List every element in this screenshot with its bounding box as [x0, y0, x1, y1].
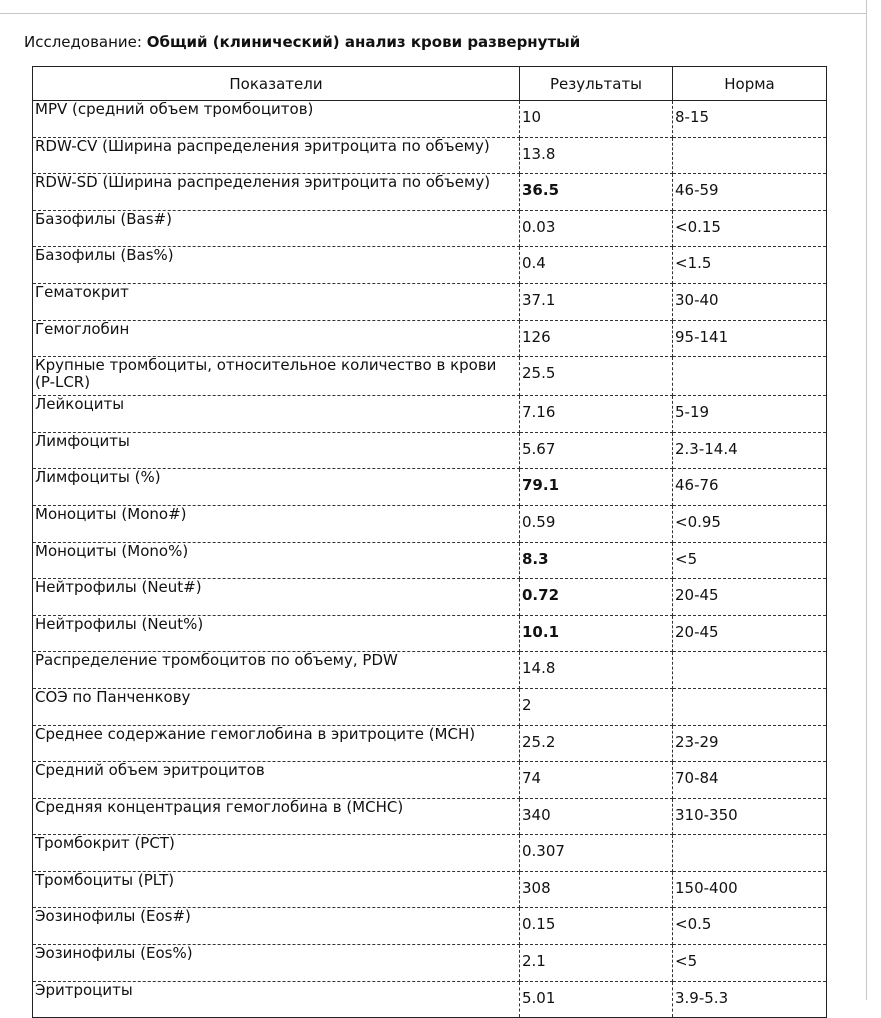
norm-cell: 150-400 [673, 871, 827, 908]
norm-cell: 95-141 [673, 320, 827, 357]
results-body [33, 101, 827, 1018]
norm-cell: 20-45 [673, 615, 827, 652]
header-result: Результаты [520, 67, 673, 101]
indicator-cell: Нейтрофилы (Neut#) [33, 579, 520, 616]
norm-cell [673, 835, 827, 872]
result-cell: 8.3 [520, 542, 673, 579]
table-row [33, 981, 827, 1018]
table-row [33, 357, 827, 396]
result-cell: 2 [520, 688, 673, 725]
result-cell: 340 [520, 798, 673, 835]
table-row [33, 396, 827, 433]
indicator-cell: Моноциты (Mono#) [33, 505, 520, 542]
result-cell: 7.16 [520, 396, 673, 433]
norm-cell: <0.15 [673, 210, 827, 247]
indicator-cell: Крупные тромбоциты, относительное количество в крови (P-LCR) [33, 357, 520, 396]
indicator-cell: Средний объем эритроцитов [33, 762, 520, 799]
indicator-cell: Тромбоциты (PLT) [33, 871, 520, 908]
norm-cell: 23-29 [673, 725, 827, 762]
norm-cell [673, 357, 827, 396]
table-row [33, 247, 827, 284]
result-cell: 0.59 [520, 505, 673, 542]
indicator-cell: Нейтрофилы (Neut%) [33, 615, 520, 652]
norm-cell: 46-59 [673, 174, 827, 211]
norm-cell: 3.9-5.3 [675, 988, 729, 1007]
table-header-row [33, 67, 827, 101]
table-row [33, 615, 827, 652]
norm-cell: 8-15 [673, 101, 827, 138]
norm-cell: <5 [673, 945, 827, 982]
table-row [33, 908, 827, 945]
norm-cell: <0.95 [673, 505, 827, 542]
table-row [33, 579, 827, 616]
table-row [33, 101, 827, 138]
norm-cell [673, 137, 827, 174]
result-cell: 0.307 [520, 835, 673, 872]
indicator-cell: Распределение тромбоцитов по объему, PDW [33, 652, 520, 689]
table-row [33, 210, 827, 247]
table-row [33, 798, 827, 835]
result-cell: 0.15 [520, 908, 673, 945]
table-row [33, 505, 827, 542]
study-label: Исследование: [24, 33, 142, 51]
norm-cell: 30-40 [673, 283, 827, 320]
indicator-cell: Базофилы (Bas#) [33, 210, 520, 247]
norm-cell: <5 [673, 542, 827, 579]
header-norm: Норма [673, 67, 827, 101]
table-row [33, 945, 827, 982]
indicator-cell: СОЭ по Панченкову [33, 688, 520, 725]
indicator-cell: Эозинофилы (Eos%) [33, 945, 520, 982]
indicator-cell: RDW-SD (Ширина распределения эритроцита по объему) [33, 174, 520, 211]
indicator-cell: Базофилы (Bas%) [33, 247, 520, 284]
result-cell: 2.1 [520, 945, 673, 982]
result-cell: 126 [520, 320, 673, 357]
table-row [33, 174, 827, 211]
study-name: Общий (клинический) анализ крови развернутый [146, 33, 581, 51]
indicator-cell: Лимфоциты (%) [33, 469, 520, 506]
result-cell: 308 [520, 871, 673, 908]
indicator-cell: Эозинофилы (Eos#) [33, 908, 520, 945]
indicator-cell: Лейкоциты [33, 396, 520, 433]
right-divider [866, 0, 867, 1000]
result-cell: 0.03 [520, 210, 673, 247]
norm-cell: 310-350 [673, 798, 827, 835]
indicator-cell: Лимфоциты [33, 432, 520, 469]
indicator-cell: Моноциты (Mono%) [33, 542, 520, 579]
table-row [33, 835, 827, 872]
norm-cell [673, 688, 827, 725]
indicator-cell: MPV (средний объем тромбоцитов) [33, 101, 520, 138]
indicator-cell: Гематокрит [33, 283, 520, 320]
table-row [33, 762, 827, 799]
result-cell: 36.5 [520, 174, 673, 211]
result-cell: 79.1 [520, 469, 673, 506]
indicator-cell: Гемоглобин [33, 320, 520, 357]
result-cell: 10 [520, 101, 673, 138]
result-cell: 0.72 [520, 579, 673, 616]
indicator-cell: Среднее содержание гемоглобина в эритроците (MCH) [33, 725, 520, 762]
study-line [24, 33, 580, 51]
table-row [33, 283, 827, 320]
result-cell: 74 [520, 762, 673, 799]
table-row [33, 688, 827, 725]
norm-cell: <1.5 [673, 247, 827, 284]
norm-cell: <0.5 [673, 908, 827, 945]
result-cell: 5.01 [520, 981, 673, 1018]
result-cell: 25.2 [520, 725, 673, 762]
indicator-cell: RDW-CV (Ширина распределения эритроцита по объему) [33, 137, 520, 174]
result-cell: 13.8 [520, 137, 673, 174]
norm-cell [673, 652, 827, 689]
result-cell: 25.5 [520, 357, 673, 396]
norm-cell: 46-76 [673, 469, 827, 506]
result-cell: 37.1 [520, 283, 673, 320]
table-row [33, 542, 827, 579]
norm-cell: 20-45 [673, 579, 827, 616]
results-table [32, 66, 827, 1018]
table-row [33, 652, 827, 689]
table-row [33, 725, 827, 762]
top-divider [0, 13, 866, 14]
header-indicator: Показатели [33, 67, 520, 101]
indicator-cell: Средняя концентрация гемоглобина в (MCHC) [33, 798, 520, 835]
table-row [33, 432, 827, 469]
table-row [33, 137, 827, 174]
result-cell: 14.8 [520, 652, 673, 689]
indicator-cell: Эритроциты [33, 981, 520, 1018]
norm-cell: 5-19 [673, 396, 827, 433]
result-cell: 0.4 [520, 247, 673, 284]
table-row [33, 320, 827, 357]
indicator-cell: Тромбокрит (PCT) [33, 835, 520, 872]
result-cell: 10.1 [520, 615, 673, 652]
norm-cell: 70-84 [673, 762, 827, 799]
result-cell: 5.67 [520, 432, 673, 469]
table-row [33, 469, 827, 506]
table-row [33, 871, 827, 908]
norm-cell: 2.3-14.4 [673, 432, 827, 469]
